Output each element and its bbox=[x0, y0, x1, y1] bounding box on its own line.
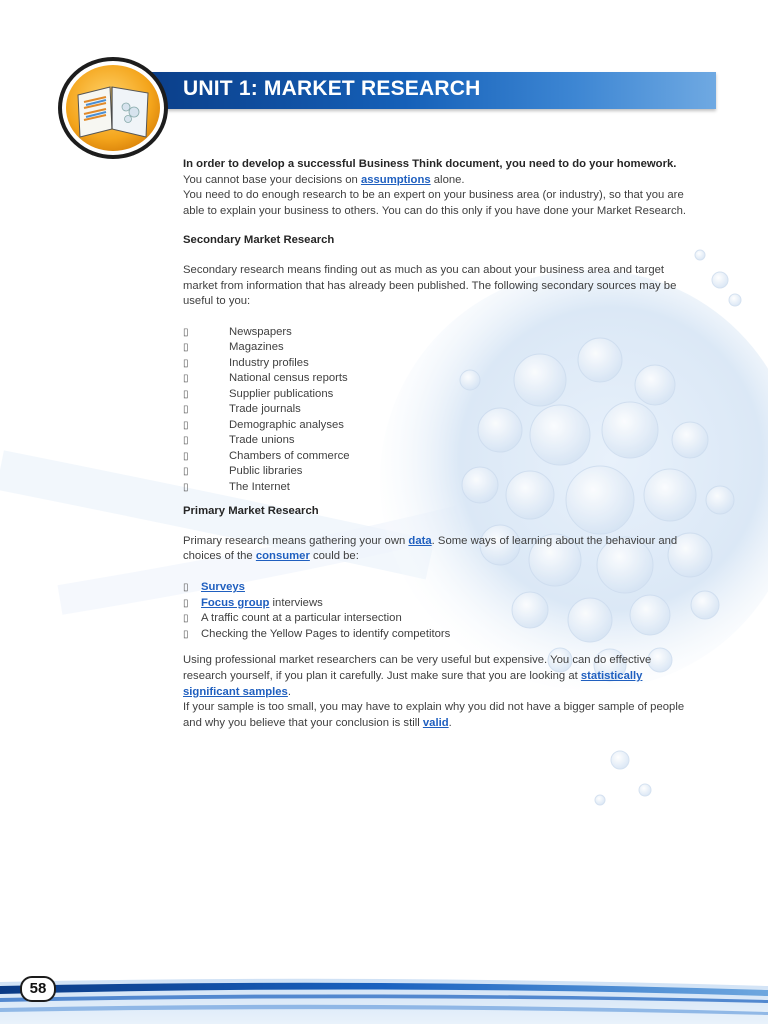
list-item-label: Chambers of commerce bbox=[229, 449, 350, 462]
list-item bbox=[183, 325, 695, 341]
page-title: UNIT 1: MARKET RESEARCH bbox=[183, 77, 481, 100]
primary-paragraph bbox=[183, 534, 695, 565]
text-segment: Primary research means gathering your own bbox=[183, 534, 409, 547]
list-item-label: Trade journals bbox=[229, 403, 301, 416]
text-segment: . bbox=[448, 716, 452, 729]
text-segment: . Some ways of learning about the behaviour and choices of the bbox=[183, 534, 678, 563]
list-item bbox=[183, 580, 695, 596]
bullet-icon: ▯ bbox=[183, 613, 189, 625]
list-item bbox=[183, 356, 695, 372]
primary-methods-list bbox=[183, 580, 695, 642]
data-link[interactable]: data bbox=[408, 534, 432, 547]
list-item bbox=[183, 402, 695, 418]
list-item-label: Checking the Yellow Pages to identify competitors bbox=[201, 627, 451, 640]
list-item bbox=[183, 480, 695, 496]
bullet-icon: ▯ bbox=[183, 388, 189, 400]
bullet-icon: ▯ bbox=[183, 628, 189, 640]
bullet-icon: ▯ bbox=[183, 404, 189, 416]
bullet-icon: ▯ bbox=[183, 466, 189, 478]
text-segment: . bbox=[287, 685, 291, 698]
list-item bbox=[183, 371, 695, 387]
valid-link[interactable]: valid bbox=[422, 716, 449, 729]
list-item-label: Magazines bbox=[229, 341, 284, 354]
text-segment: If your sample is too small, you may have to explain why you did not have a bigger sample of people and why you believe that your conclusion is still bbox=[183, 701, 685, 729]
bullet-icon: ▯ bbox=[183, 582, 189, 594]
secondary-paragraph: Secondary research means finding out as much as you can about your business area and target market from information that has already been published. The following secondary sources may be useful to you: bbox=[183, 263, 677, 308]
list-item bbox=[183, 340, 695, 356]
closing-paragraph bbox=[183, 653, 695, 700]
footer-wave-decoration bbox=[0, 960, 768, 1024]
intro-paragraph: You need to do enough research to be an expert on your business area (or industry), so that you are able to explain your business to others. You can do this only if you have done your Market Research. bbox=[183, 189, 687, 217]
intro-assumptions-line bbox=[183, 173, 695, 189]
list-item bbox=[183, 449, 695, 465]
list-item-label: A traffic count at a particular intersection bbox=[201, 612, 402, 625]
list-item bbox=[183, 627, 695, 643]
list-item bbox=[183, 596, 695, 612]
secondary-sources-list bbox=[183, 325, 695, 496]
text-segment: You cannot base your decisions on bbox=[183, 173, 361, 186]
bullet-icon: ▯ bbox=[183, 342, 189, 354]
focus-group-link[interactable]: Focus group bbox=[201, 596, 270, 609]
bullet-icon: ▯ bbox=[183, 373, 189, 385]
open-book-icon bbox=[56, 55, 170, 161]
list-item-label: Supplier publications bbox=[229, 387, 334, 400]
closing-paragraph-2 bbox=[183, 700, 695, 731]
text-segment: could be: bbox=[309, 550, 359, 563]
list-item bbox=[183, 387, 695, 403]
text-segment: Using professional market researchers can be very useful but expensive. You can do effective research yourself, if you plan it carefully. Just make sure that you are looking at bbox=[183, 654, 652, 682]
intro-heading: In order to develop a successful Business Think document, you need to do your homework. bbox=[183, 158, 677, 170]
statistically-significant-samples-link[interactable]: statistically significant samples bbox=[183, 669, 643, 698]
bullet-icon: ▯ bbox=[183, 450, 189, 462]
list-item bbox=[183, 611, 695, 627]
bullet-icon: ▯ bbox=[183, 419, 189, 431]
list-item bbox=[183, 464, 695, 480]
list-item-label: Demographic analyses bbox=[229, 418, 344, 431]
bullet-icon: ▯ bbox=[183, 357, 189, 369]
list-item-label: Newspapers bbox=[229, 325, 292, 338]
list-item-label: Trade unions bbox=[229, 434, 295, 447]
primary-heading: Primary Market Research bbox=[183, 505, 319, 518]
bullet-icon: ▯ bbox=[183, 326, 189, 338]
bullet-icon: ▯ bbox=[183, 597, 189, 609]
surveys-link[interactable]: Surveys bbox=[201, 581, 245, 594]
list-item-label: The Internet bbox=[229, 480, 290, 493]
assumptions-link[interactable]: assumptions bbox=[360, 173, 431, 186]
list-item-label: Public libraries bbox=[229, 465, 303, 478]
main-content bbox=[183, 157, 695, 731]
list-item-label: interviews bbox=[269, 596, 323, 609]
consumer-link[interactable]: consumer bbox=[255, 550, 310, 563]
list-item bbox=[183, 433, 695, 449]
list-item bbox=[183, 418, 695, 434]
bullet-icon: ▯ bbox=[183, 435, 189, 447]
list-item-label: National census reports bbox=[229, 372, 348, 385]
text-segment: alone. bbox=[430, 173, 465, 186]
bullet-icon: ▯ bbox=[183, 481, 189, 493]
secondary-heading: Secondary Market Research bbox=[183, 234, 335, 247]
page-number: 58 bbox=[20, 976, 56, 1002]
list-item-label: Industry profiles bbox=[229, 356, 309, 369]
